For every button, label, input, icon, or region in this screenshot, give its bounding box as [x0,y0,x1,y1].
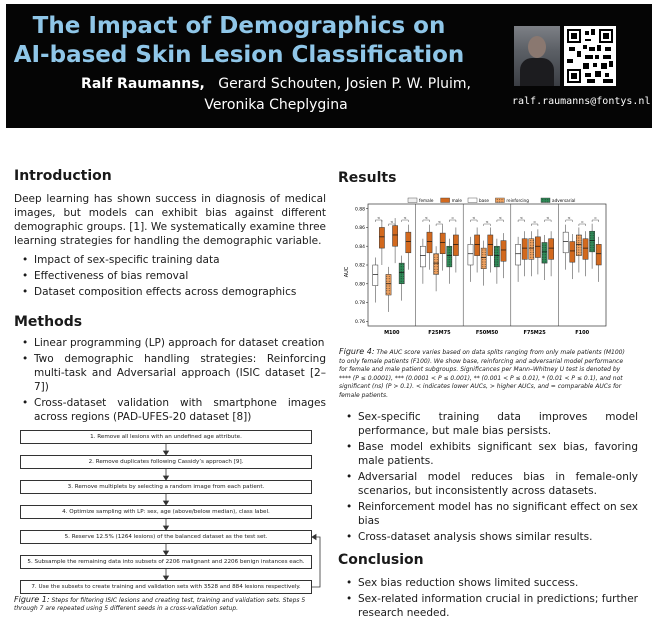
list-item: • Base model exhibits significant sex bias, favoring male patients. [338,440,638,468]
box [440,233,445,254]
results-heading: Results [338,170,397,186]
figure-4-label: Figure 4: [339,347,375,356]
figure-4-caption [339,348,629,401]
box [549,239,554,260]
box [590,231,595,252]
flow-step-3: 3. Remove multiplets by selecting a random image from each patient. [20,480,312,494]
y-axis-label: AUC [344,266,350,278]
box [596,244,601,265]
box [386,274,391,295]
box [434,254,439,275]
qr-code-icon[interactable] [564,26,616,86]
title-line-1: The Impact of Demographics on [32,13,446,39]
first-author: Ralf Raumanns, [81,76,205,92]
flow-step-4: 4. Optimize sampling with LP: sex, age (above/below median), class label. [20,505,312,519]
box [570,242,575,263]
list-item: • Sex bias reduction shows limited success. [338,576,638,590]
flow-step-5: 5. Reserve 12.5% (1264 lesions) of the balanced dataset as the test set. [20,530,312,544]
significance-marker: = [593,216,597,220]
significance-marker: < [424,216,428,220]
conclusion-heading: Conclusion [338,552,424,568]
conclusion-bullets [338,576,638,622]
methods-bullets [14,336,326,426]
y-tick-label: 0.82 [354,263,365,269]
poster-header [6,4,652,128]
y-tick-label: 0.88 [354,207,365,213]
box [516,244,521,265]
list-item: • Impact of sex-specific training data [14,253,326,267]
list-item: • Cross-dataset analysis shows similar results. [338,530,638,544]
significance-marker: < [567,216,571,220]
co-authors: Gerard Schouten, Josien P. W. Pluim, [218,76,471,92]
significance-marker: < [437,220,441,224]
title-line-2: AI-based Skin Lesion Classification [13,42,465,68]
box [535,237,540,258]
legend-label: adversarial [552,198,576,203]
box [420,246,425,267]
list-item: • Effectiveness of bias removal [14,269,326,283]
list-item: • Cross-dataset validation with smartphone images across regions (PAD-UFES-20 dataset [8]) [14,396,326,424]
qr-code-pattern [567,29,613,83]
box [481,248,486,269]
significance-marker: = [451,216,455,220]
box [563,232,568,253]
methods-heading: Methods [14,314,83,330]
list-item: • Linear programming (LP) approach for dataset creation [14,336,326,350]
significance-marker: < [403,216,407,220]
figure-4-text: The AUC score varies based on data splits ranging from only male patients (M100) to only female patients (F100). We show base, reinforcing and adversarial model performance for female and male patient subgroups. Significances per Mann–Whitney U test is denoted by **** (P ≤ 0.0001), *** (0.0001 < P ≤ 0.001), ** (0.001 < P ≤ 0.01), * (0.01 < P ≤ 0.1), and not significant (ns) (P > 0.1). < indicates lower AUCs, > higher AUCs, and = comparable AUCs for female patients. [339,349,625,399]
box [393,226,398,247]
box [522,239,527,260]
flow-step-6: 5. Subsample the remaining data into subsets of 2206 malignant and 2206 benign instances each. [20,555,312,569]
box [468,244,473,265]
figure-1-text: Steps for filtering ISIC lesions and creating test, training and validation sets. Steps 5 through 7 are repeated using 5 different seeds in a cross-validation setup. [14,597,306,612]
author-line-1 [46,74,506,95]
box [373,265,378,286]
x-category-label: F25M75 [428,330,451,336]
legend-label: female [419,198,434,203]
box [453,235,458,256]
significance-marker: < [472,216,476,220]
legend-swatch [441,198,450,203]
list-item: • Adversarial model reduces bias in female-only scenarios, but inconsistently across datasets. [338,470,638,498]
box [501,241,506,262]
figure-1-caption [14,596,326,613]
filtering-flow-diagram [14,430,324,596]
box [447,246,452,267]
auc-boxplot-chart [340,196,610,344]
author-line-2: Veronika Cheplygina [204,97,348,113]
box [583,239,588,260]
legend-swatch [408,198,417,203]
box [542,242,547,263]
legend-label: reinforcing [506,198,529,203]
box [529,239,534,260]
list-item: • Two demographic handling strategies: Reinforcing multi-task and Adversarial approach (ISIC dataset [2–7]) [14,352,326,394]
flow-step-2: 2. Remove duplicates following Cassidy’s approach [9]. [20,455,312,469]
list-item: • Sex-specific training data improves model performance, but male bias persists. [338,410,638,438]
box [488,235,493,256]
box [576,235,581,256]
flow-step-1: 1. Remove all lesions with an undefined age attribute. [20,430,312,444]
box [494,246,499,267]
box [475,235,480,256]
legend-swatch [468,198,477,203]
x-category-label: F75M25 [523,330,546,336]
legend-swatch [495,198,504,203]
figure-1-label: Figure 1: [14,595,50,604]
legend-label: male [451,198,462,203]
significance-marker: < [546,216,550,220]
introduction-bullets [14,253,326,301]
author-photo [514,26,560,86]
y-tick-label: 0.76 [354,319,365,325]
significance-marker: < [485,220,489,224]
x-category-label: M100 [384,330,400,336]
introduction-paragraph: Deep learning has shown success in diagnosis of medical images, but models can exhibit bias against different demographic groups. [1]. We systematically examine three learning strategies for handling the demographic variable. [14,193,326,247]
contact-email[interactable]: ralf.raumanns@fontys.nl [512,96,651,107]
box [399,263,404,284]
list-item: • Reinforcement model has no significant effect on sex bias [338,500,638,528]
x-category-label: F50M50 [475,330,499,336]
y-tick-label: 0.84 [354,244,365,250]
author-list [46,74,506,116]
box [406,232,411,253]
introduction-heading: Introduction [14,168,112,184]
y-tick-label: 0.86 [354,226,365,232]
list-item: • Dataset composition effects across demographics [14,285,326,299]
flow-step-7: 7. Use the subsets to create training and validation sets with 3528 and 884 lesions respectively. [20,580,312,594]
box [379,227,384,248]
list-item: • Sex-related information crucial in predictions; further research needed. [338,592,638,620]
x-category-label: F100 [575,330,590,336]
y-tick-label: 0.80 [354,282,365,288]
significance-marker: < [377,216,381,220]
significance-marker: = [533,220,537,224]
y-tick-label: 0.78 [354,301,365,307]
significance-marker: < [498,216,502,220]
legend-label: base [479,198,489,203]
significance-marker: = [580,220,584,224]
results-bullets [338,410,638,546]
significance-marker: < [519,216,523,220]
significance-marker: < [390,220,394,224]
box [427,232,432,253]
legend-swatch [541,198,550,203]
